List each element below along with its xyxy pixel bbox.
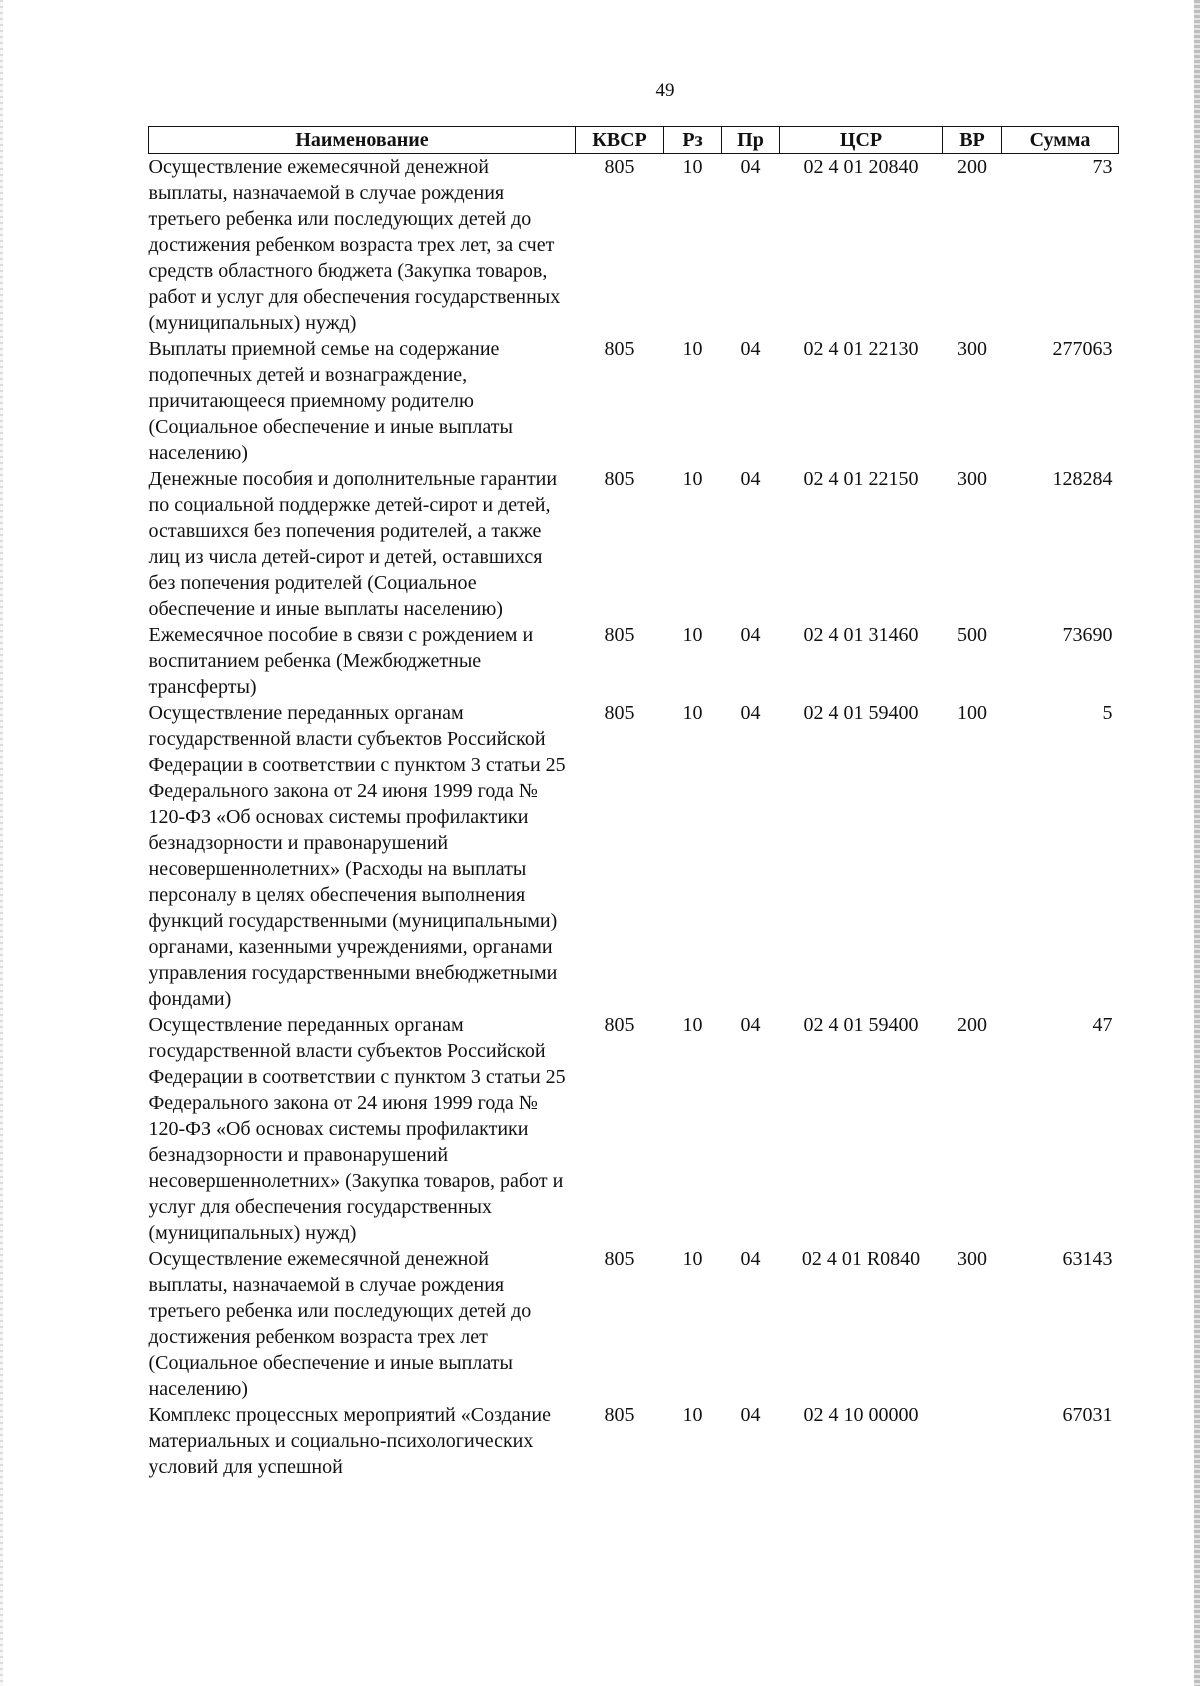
row-pr: 04 [740, 1014, 761, 1036]
row-pr: 04 [740, 624, 761, 646]
row-kvsr: 805 [604, 1404, 635, 1426]
row-rz: 10 [682, 338, 703, 360]
table-row [149, 1012, 1119, 1246]
table-row [149, 154, 1119, 337]
row-sum: 67031 [1062, 1404, 1113, 1426]
row-name: Осуществление переданных органам государственной власти субъектов Российской Федерации в соответствии с пунктом 3 статьи 25 Федерального закона от 24 июня 1999 года № 120-ФЗ «Об основах системы профилактики безнадзорности и правонарушений несовершеннолетних» (Расходы на выплаты персоналу в целях обеспечения выполнения функций государственными (муниципальными) органами, казенными учреждениями, органами управления государственными внебюджетными фондами) [148, 702, 566, 1010]
scan-right-edge [1194, 0, 1200, 1686]
row-rz: 10 [682, 156, 703, 178]
table-header [149, 127, 1119, 154]
row-csr: 02 4 01 22130 [803, 338, 919, 360]
header-csr: ЦСР [780, 127, 943, 154]
row-kvsr: 805 [604, 1014, 635, 1036]
row-kvsr: 805 [604, 1248, 635, 1270]
row-sum: 73690 [1062, 624, 1113, 646]
row-sum: 5 [1102, 702, 1113, 724]
row-rz: 10 [682, 1404, 703, 1426]
row-csr: 02 4 01 R0840 [801, 1248, 921, 1270]
row-vr [943, 1402, 1002, 1480]
row-pr: 04 [740, 1248, 761, 1270]
row-vr: 500 [957, 624, 987, 646]
row-vr: 300 [957, 1248, 987, 1270]
row-name: Денежные пособия и дополнительные гарантии по социальной поддержке детей-сирот и детей, оставшихся без попечения родителей, а также лиц из числа детей-сирот и детей, оставшихся без попечения родителей (Социальное обеспечение и иные выплаты населению) [148, 468, 558, 620]
table-row [149, 700, 1119, 1012]
row-rz: 10 [682, 468, 703, 490]
row-kvsr: 805 [604, 702, 635, 724]
header-name: Наименование [149, 127, 576, 154]
row-pr: 04 [740, 1404, 761, 1426]
row-kvsr: 805 [604, 468, 635, 490]
row-kvsr: 805 [604, 624, 635, 646]
row-sum: 128284 [1052, 468, 1113, 490]
header-pr: Пр [722, 127, 780, 154]
row-name: Выплаты приемной семье на содержание подопечных детей и вознаграждение, причитающееся приемному родителю (Социальное обеспечение и иные выплаты населению) [148, 338, 513, 464]
row-vr: 300 [957, 338, 987, 360]
table-row [149, 1402, 1119, 1480]
table-row [149, 336, 1119, 466]
row-rz: 10 [682, 702, 703, 724]
header-kvsr: КВСР [576, 127, 664, 154]
row-name: Ежемесячное пособие в связи с рождением и воспитанием ребенка (Межбюджетные трансферты) [148, 624, 534, 698]
table-row [149, 1246, 1119, 1402]
scan-left-edge [0, 0, 3, 1686]
row-rz: 10 [682, 1014, 703, 1036]
row-pr: 04 [740, 468, 761, 490]
table-row [149, 466, 1119, 622]
row-csr: 02 4 01 22150 [803, 468, 919, 490]
row-vr: 300 [957, 468, 987, 490]
row-pr: 04 [740, 156, 761, 178]
budget-table [148, 126, 1119, 1480]
row-name: Комплекс процессных мероприятий «Создание материальных и социально-психологических условий для успешной [148, 1404, 551, 1478]
header-rz: Рз [664, 127, 722, 154]
header-vr: ВР [943, 127, 1002, 154]
row-name: Осуществление ежемесячной денежной выплаты, назначаемой в случае рождения третьего ребенка или последующих детей до достижения ребенком возраста трех лет (Социальное обеспечение и иные выплаты населению) [148, 1248, 532, 1400]
row-vr: 200 [957, 156, 987, 178]
header-row [149, 127, 1119, 154]
row-rz: 10 [682, 624, 703, 646]
row-kvsr: 805 [604, 156, 635, 178]
table-row [149, 622, 1119, 700]
row-name: Осуществление ежемесячной денежной выплаты, назначаемой в случае рождения третьего ребенка или последующих детей до достижения ребенком возраста трех лет, за счет средств областного бюджета (Закупка товаров, работ и услуг для обеспечения государственных (муниципальных) нужд) [148, 156, 561, 334]
row-sum: 277063 [1052, 338, 1113, 360]
row-csr: 02 4 01 59400 [803, 1014, 919, 1036]
row-sum: 63143 [1062, 1248, 1113, 1270]
table-body [149, 154, 1119, 1481]
row-pr: 04 [740, 702, 761, 724]
row-name: Осуществление переданных органам государственной власти субъектов Российской Федерации в соответствии с пунктом 3 статьи 25 Федерального закона от 24 июня 1999 года № 120-ФЗ «Об основах системы профилактики безнадзорности и правонарушений несовершеннолетних» (Закупка товаров, работ и услуг для обеспечения государственных (муниципальных) нужд) [148, 1014, 566, 1244]
row-sum: 73 [1092, 156, 1113, 178]
row-csr: 02 4 01 59400 [803, 702, 919, 724]
page-number: 49 [655, 80, 675, 101]
row-rz: 10 [682, 1248, 703, 1270]
row-vr: 200 [957, 1014, 987, 1036]
header-sum: Сумма [1002, 127, 1119, 154]
row-sum: 47 [1092, 1014, 1113, 1036]
row-csr: 02 4 10 00000 [803, 1404, 919, 1426]
row-csr: 02 4 01 20840 [803, 156, 919, 178]
row-kvsr: 805 [604, 338, 635, 360]
row-vr: 100 [957, 702, 987, 724]
row-csr: 02 4 01 31460 [803, 624, 919, 646]
row-pr: 04 [740, 338, 761, 360]
